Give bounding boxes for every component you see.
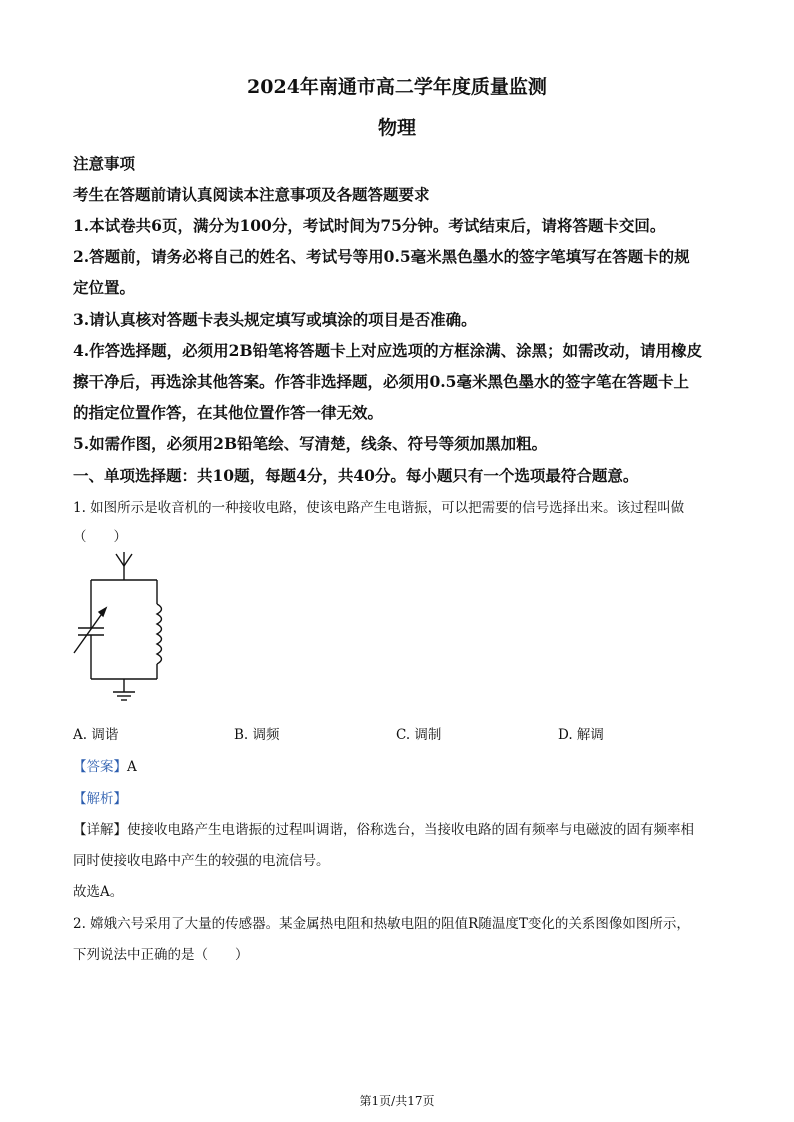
receiver-circuit-diagram <box>66 548 186 718</box>
q1-detail <box>73 818 694 838</box>
exam-title: 2024年南通市高二学年度质量监测 <box>247 76 547 98</box>
q1-option-c: C. 调制 <box>396 727 442 743</box>
notice-item: 的指定位置作答，在其他位置作答一律无效。 <box>73 403 384 422</box>
q1-stem-paren: （ ） <box>73 529 127 545</box>
page-footer: 第1页/共17页 <box>359 1094 435 1108</box>
q1-stem: 1. 如图所示是收音机的一种接收电路，使该电路产生电谐振，可以把需要的信号选择出来。该过程叫做 <box>73 500 685 516</box>
analysis-tag: 【解析】 <box>73 791 127 807</box>
q1-option-a: A. 调谐 <box>73 727 119 743</box>
notice-item: 4.作答选择题，必须用2B铅笔将答题卡上对应选项的方框涂满、涂黑；如需改动，请用橡皮 <box>73 341 703 360</box>
q1-detail-cont: 同时使接收电路中产生的较强的电流信号。 <box>73 853 330 869</box>
detail-tag: 【详解】 <box>73 822 127 838</box>
q2-stem-cont: 下列说法中正确的是（ ） <box>73 947 249 963</box>
notice-intro: 考生在答题前请认真阅读本注意事项及各题答题要求 <box>73 185 430 204</box>
detail-text: 使接收电路产生电谐振的过程叫调谐，俗称选台，当接收电路的固有频率与电磁波的固有频率相 <box>127 822 694 838</box>
notice-item: 擦干净后，再选涂其他答案。作答非选择题，必须用0.5毫米黑色墨水的签字笔在答题卡上 <box>73 372 689 391</box>
notice-item: 定位置。 <box>73 278 136 297</box>
q1-conclusion: 故选A。 <box>73 884 124 900</box>
notice-heading: 注意事项 <box>73 154 136 173</box>
q1-option-b: B. 调频 <box>234 727 280 743</box>
notice-item: 2.答题前，请务必将自己的姓名、考试号等用0.5毫米黑色墨水的签字笔填写在答题卡的规 <box>73 247 690 266</box>
section-heading: 一、单项选择题：共10题，每题4分，共40分。每小题只有一个选项最符合题意。 <box>73 466 639 485</box>
q2-stem: 2. 嫦娥六号采用了大量的传感器。某金属热电阻和热敏电阻的阻值R随温度T变化的关系图像如图所示， <box>73 916 690 932</box>
notice-item: 3.请认真核对答题卡表头规定填写或填涂的项目是否准确。 <box>73 310 477 329</box>
notice-item: 1.本试卷共6页，满分为100分，考试时间为75分钟。考试结束后，请将答题卡交回。 <box>73 216 666 235</box>
answer-tag: 【答案】 <box>73 759 127 775</box>
subject-title: 物理 <box>377 117 416 139</box>
answer-value: A <box>127 759 137 775</box>
q1-option-d: D. 解调 <box>558 727 604 743</box>
q1-answer <box>73 755 137 775</box>
notice-item: 5.如需作图，必须用2B铅笔绘、写清楚，线条、符号等须加黑加粗。 <box>73 434 548 453</box>
